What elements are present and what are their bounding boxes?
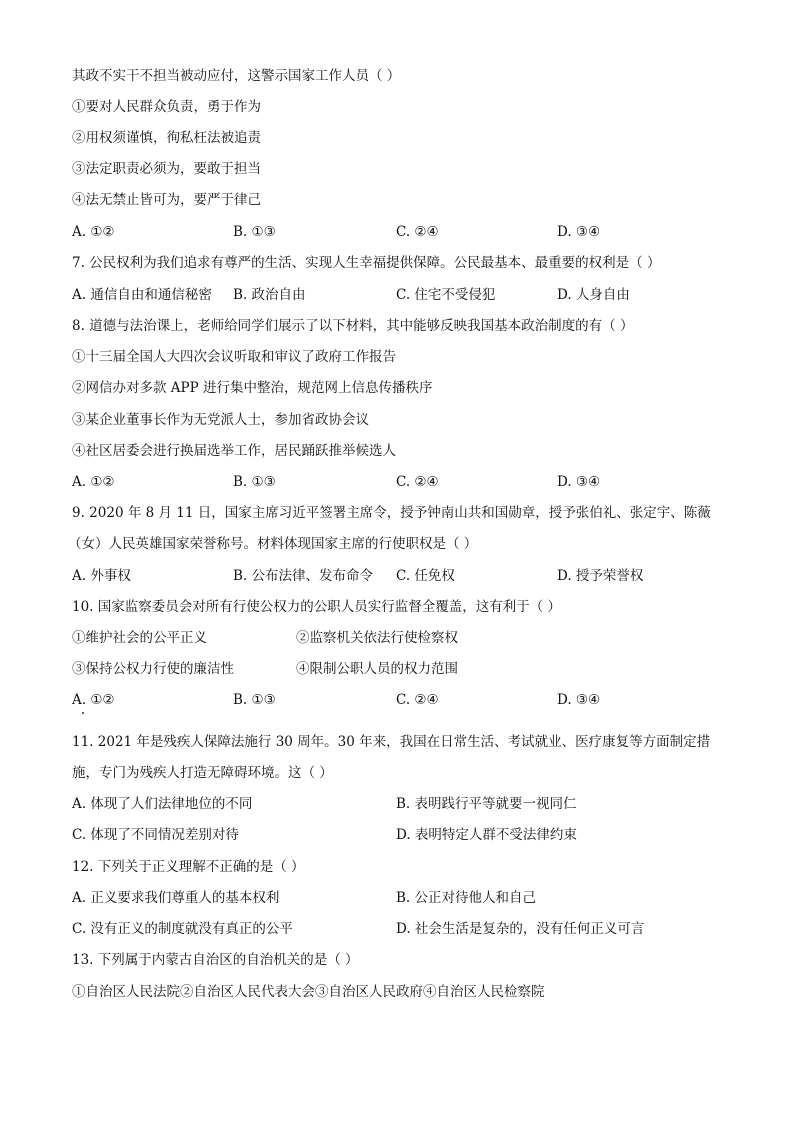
stray-mark	[82, 712, 84, 714]
q9-stem-line-2: （女）人民英雄国家荣誉称号。材料体现国家主席的行使职权是（ ）	[68, 536, 478, 552]
q12-stem: 12. 下列关于正义理解不正确的是（ ）	[72, 859, 305, 875]
q10-item-3: ③保持公权力行使的廉洁性	[72, 661, 234, 677]
q9-option-b[interactable]: B. 公布法律、发布命令	[233, 568, 374, 584]
q10-option-c[interactable]: C. ②④	[396, 692, 439, 708]
q6-option-d[interactable]: D. ③④	[557, 224, 601, 240]
q8-option-d[interactable]: D. ③④	[557, 474, 601, 490]
q8-item-4: ④社区居委会进行换届选举工作，居民踊跃推举候选人	[72, 443, 396, 459]
q11-option-a[interactable]: A. 体现了人们法律地位的不同	[72, 796, 253, 812]
q10-option-d[interactable]: D. ③④	[557, 692, 601, 708]
q6-option-a[interactable]: A. ①②	[72, 224, 115, 240]
q7-option-b[interactable]: B. 政治自由	[233, 287, 306, 303]
q11-option-d[interactable]: D. 表明特定人群不受法律约束	[396, 827, 577, 843]
q13-stem: 13. 下列属于内蒙古自治区的自治机关的是（ ）	[72, 952, 359, 968]
q8-item-1: ①十三届全国人大四次会议听取和审议了政府工作报告	[72, 349, 396, 365]
q6-item-4: ④法无禁止皆可为，要严于律己	[72, 192, 261, 208]
q12-option-c[interactable]: C. 没有正义的制度就没有真正的公平	[72, 921, 293, 937]
q8-stem: 8. 道德与法治课上，老师给同学们展示了以下材料，其中能够反映我国基本政治制度的有（ ）	[72, 318, 634, 334]
q7-option-a[interactable]: A. 通信自由和通信秘密	[72, 287, 212, 303]
q12-option-d[interactable]: D. 社会生活是复杂的，没有任何正义可言	[396, 921, 645, 937]
q10-option-a[interactable]: A. ①②	[72, 692, 115, 708]
q11-stem-line-1: 11. 2021 年是残疾人保障法施行 30 周年。30 年来，我国在日常生活、考试就业、医疗康复等方面制定措	[72, 734, 711, 750]
q7-option-d[interactable]: D. 人身自由	[557, 287, 630, 303]
q9-stem-line-1: 9. 2020 年 8 月 11 日，国家主席习近平签署主席令，授予钟南山共和国勋章，授予张伯礼、张定宇、陈薇	[72, 505, 711, 521]
q10-item-4: ④限制公职人员的权力范围	[296, 661, 458, 677]
q6-item-2: ②用权须谨慎，徇私枉法被追责	[72, 130, 261, 146]
q11-option-c[interactable]: C. 体现了不同情况差别对待	[72, 827, 239, 843]
q8-item-3: ③某企业董事长作为无党派人士，参加省政协会议	[72, 412, 369, 428]
q11-stem-line-2: 施，专门为残疾人打造无障碍环境。这（ ）	[72, 765, 333, 781]
q10-item-2: ②监察机关依法行使检察权	[296, 630, 458, 646]
q13-items: ①自治区人民法院②自治区人民代表大会③自治区人民政府④自治区人民检察院	[72, 984, 545, 1000]
q11-option-b[interactable]: B. 表明践行平等就要一视同仁	[396, 796, 577, 812]
q7-option-c[interactable]: C. 住宅不受侵犯	[396, 287, 496, 303]
q6-item-3: ③法定职责必须为，要敢于担当	[72, 161, 261, 177]
q12-option-b[interactable]: B. 公正对待他人和自己	[396, 890, 537, 906]
q9-option-a[interactable]: A. 外事权	[72, 568, 131, 584]
q8-option-a[interactable]: A. ①②	[72, 474, 115, 490]
q6-stem-tail: 其政不实干不担当被动应付，这警示国家工作人员（ ）	[72, 68, 401, 84]
q8-option-b[interactable]: B. ①③	[233, 474, 276, 490]
q8-item-2: ②网信办对多款 APP 进行集中整治，规范网上信息传播秩序	[72, 380, 433, 396]
q8-option-c[interactable]: C. ②④	[396, 474, 439, 490]
q10-stem: 10. 国家监察委员会对所有行使公权力的公职人员实行监督全覆盖，这有利于（ ）	[72, 599, 562, 615]
q6-item-1: ①要对人民群众负责，勇于作为	[72, 99, 261, 115]
q6-option-c[interactable]: C. ②④	[396, 224, 439, 240]
q9-option-d[interactable]: D. 授予荣誉权	[557, 568, 644, 584]
q12-option-a[interactable]: A. 正义要求我们尊重人的基本权利	[72, 890, 280, 906]
q6-option-b[interactable]: B. ①③	[233, 224, 276, 240]
q10-option-b[interactable]: B. ①③	[233, 692, 276, 708]
q7-stem: 7. 公民权利为我们追求有尊严的生活、实现人生幸福提供保障。公民最基本、最重要的权利是（ ）	[72, 255, 661, 271]
q10-item-1: ①维护社会的公平正义	[72, 630, 207, 646]
q9-option-c[interactable]: C. 任免权	[396, 568, 455, 584]
